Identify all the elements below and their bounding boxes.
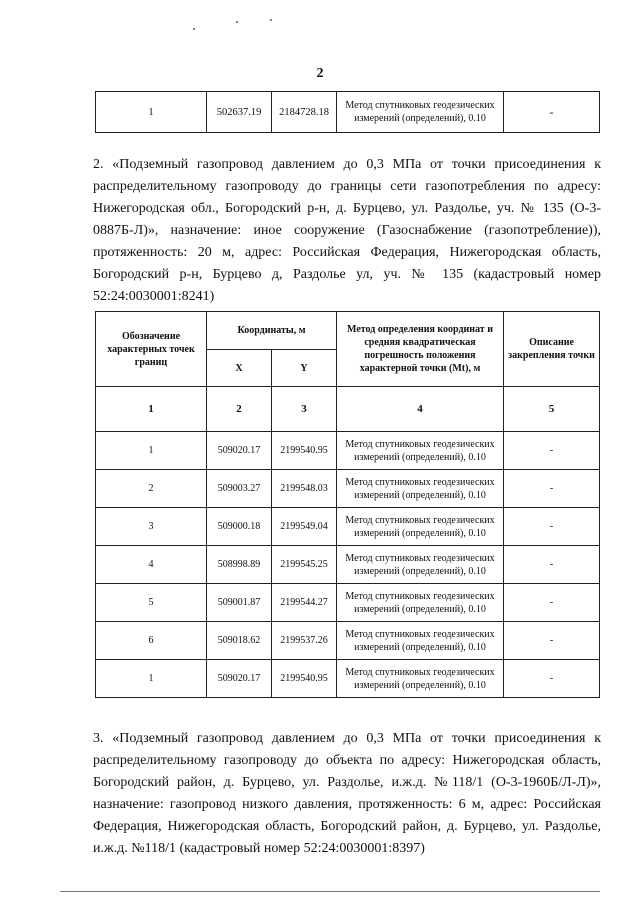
coordinates-table [95, 311, 600, 698]
footer-divider [60, 891, 600, 892]
column-number: 4 [337, 387, 504, 432]
point-number: 6 [96, 622, 207, 660]
x-coordinate: 509000.18 [207, 508, 272, 546]
table-row [96, 432, 600, 470]
point-number: 1 [96, 660, 207, 698]
point-number: 5 [96, 584, 207, 622]
table-row [96, 660, 600, 698]
point-number: 4 [96, 546, 207, 584]
header-x: X [207, 350, 272, 387]
x-coordinate: 508998.89 [207, 546, 272, 584]
method-cell: Метод спутниковых геодезических измерений (определений), 0.10 [337, 470, 504, 508]
header-designation: Обозначение характерных точек границ [96, 312, 207, 387]
y-coordinate: 2199540.95 [272, 660, 337, 698]
page-number: 2 [316, 66, 324, 81]
description-cell: - [504, 470, 600, 508]
description-cell: - [504, 92, 600, 133]
method-cell: Метод спутниковых геодезических измерений (определений), 0.10 [337, 660, 504, 698]
column-number: 2 [207, 387, 272, 432]
x-coordinate: 509001.87 [207, 584, 272, 622]
table-row [96, 470, 600, 508]
point-number: 1 [96, 432, 207, 470]
y-coordinate: 2199537.26 [272, 622, 337, 660]
y-coordinate: 2199540.95 [272, 432, 337, 470]
column-number: 5 [504, 387, 600, 432]
column-numbers-row [96, 387, 600, 432]
table-row [96, 584, 600, 622]
y-coordinate: 2184728.18 [272, 92, 337, 133]
paragraph-2: 2. «Подземный газопровод давлением до 0,3 МПа от точки присоединения к распределительному газопроводу до границы сети газопотребления по адресу: Нижегородская обл., Богородский р-н, д. Бурцево, ул. Раздолье, уч. № 135 (О-3-0887Б-Л)», назначение: иное сооружение (Газоснабжение (газопотребление)), протяженность: 20 м, адрес: Российская Федерация, Нижегородская область, Богородский р-н, Бурцево д, Раздолье ул, уч. № 135 (кадастровый номер 52:24:0030001:8241) [93, 157, 601, 304]
table-row [96, 622, 600, 660]
paragraph-3: 3. «Подземный газопровод давлением до 0,3 МПа от точки присоединения к распределительному газопроводу до объекта по адресу: Нижегородская область, Богородский район, д. Бурцево, ул. Раздолье, и.ж.д. №118/1 (О-3-1960Б/Л-Л)», назначение: газопровод низкого давления, протяженность: 6 м, адрес: Российская Федерация, Нижегородская область, Богородский район, д. Бурцево, ул. Раздолье, и.ж.д. №118/1 (кадастровый номер 52:24:0030001:8397) [93, 731, 601, 856]
header-description: Описание закрепления точки [504, 312, 600, 387]
description-cell: - [504, 622, 600, 660]
y-coordinate: 2199549.04 [272, 508, 337, 546]
table-header-row [96, 312, 600, 350]
column-number: 1 [96, 387, 207, 432]
top-coordinates-table [95, 91, 600, 133]
method-cell: Метод спутниковых геодезических измерений (определений), 0.10 [337, 584, 504, 622]
method-cell: Метод спутниковых геодезических измерений (определений), 0.10 [337, 92, 504, 133]
point-number: 1 [96, 92, 207, 133]
description-cell: - [504, 508, 600, 546]
x-coordinate: 509020.17 [207, 432, 272, 470]
description-cell: - [504, 546, 600, 584]
column-number: 3 [272, 387, 337, 432]
method-cell: Метод спутниковых геодезических измерений (определений), 0.10 [337, 546, 504, 584]
y-coordinate: 2199548.03 [272, 470, 337, 508]
header-coordinates: Координаты, м [207, 312, 337, 350]
x-coordinate: 509018.62 [207, 622, 272, 660]
x-coordinate: 509020.17 [207, 660, 272, 698]
y-coordinate: 2199544.27 [272, 584, 337, 622]
description-cell: - [504, 660, 600, 698]
point-number: 3 [96, 508, 207, 546]
method-cell: Метод спутниковых геодезических измерений (определений), 0.10 [337, 508, 504, 546]
method-cell: Метод спутниковых геодезических измерений (определений), 0.10 [337, 622, 504, 660]
description-cell: - [504, 584, 600, 622]
header-method: Метод определения координат и средняя квадратическая погрешность положения характерной точки (Mt), м [337, 312, 504, 387]
description-cell: - [504, 432, 600, 470]
x-coordinate: 509003.27 [207, 470, 272, 508]
table-row [96, 92, 600, 133]
point-number: 2 [96, 470, 207, 508]
header-y: Y [272, 350, 337, 387]
method-cell: Метод спутниковых геодезических измерений (определений), 0.10 [337, 432, 504, 470]
x-coordinate: 502637.19 [207, 92, 272, 133]
y-coordinate: 2199545.25 [272, 546, 337, 584]
table-row [96, 508, 600, 546]
table-row [96, 546, 600, 584]
